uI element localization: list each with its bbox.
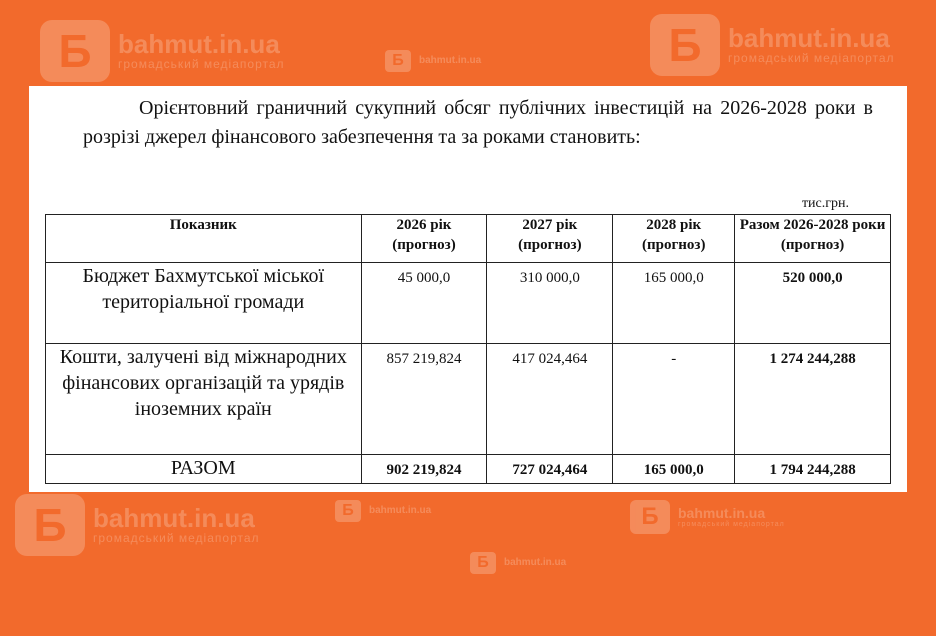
table-row-total xyxy=(46,455,891,484)
logo-icon: Б xyxy=(40,20,110,82)
cell-2026: 857 219,824 xyxy=(361,344,487,455)
cell-indicator: Бюджет Бахмутської міської територіальної громади xyxy=(46,263,362,344)
logo-icon: Б xyxy=(15,494,85,556)
watermark-brand: bahmut.in.ua xyxy=(419,54,482,66)
logo-icon: Б xyxy=(470,552,496,574)
table-header-row xyxy=(46,215,891,263)
cell-total: 1 794 244,288 xyxy=(735,455,891,484)
cell-2026: 45 000,0 xyxy=(361,263,487,344)
watermark xyxy=(470,552,566,574)
watermark xyxy=(630,500,785,534)
header-2027: 2027 рік (прогноз) xyxy=(487,215,613,263)
watermark xyxy=(40,20,285,82)
watermark xyxy=(335,500,431,522)
watermark-brand: bahmut.in.ua xyxy=(678,504,766,521)
table-row xyxy=(46,263,891,344)
watermark-brand: bahmut.in.ua xyxy=(118,29,280,60)
watermark-brand: bahmut.in.ua xyxy=(728,23,890,54)
logo-icon: Б xyxy=(385,50,411,72)
cell-indicator: Кошти, залучені від міжнародних фінансових організацій та урядів іноземних країн xyxy=(46,344,362,455)
cell-2026: 902 219,824 xyxy=(361,455,487,484)
watermark xyxy=(385,50,481,72)
watermark xyxy=(15,494,260,556)
intro-paragraph: Орієнтовний граничний сукупний обсяг публічних інвестицій на 2026-2028 роки в розрізі джерел фінансового забезпечення та за роками становить: xyxy=(83,97,873,148)
cell-indicator: РАЗОМ xyxy=(46,455,362,484)
cell-2028: 165 000,0 xyxy=(613,455,735,484)
header-total: Разом 2026-2028 роки (прогноз) xyxy=(735,215,891,263)
cell-2027: 310 000,0 xyxy=(487,263,613,344)
watermark-tagline: громадський медіапортал xyxy=(118,57,285,72)
header-2028: 2028 рік (прогноз) xyxy=(613,215,735,263)
header-indicator: Показник xyxy=(46,215,362,263)
cell-total: 1 274 244,288 xyxy=(735,344,891,455)
document-page xyxy=(29,86,907,492)
watermark-brand: bahmut.in.ua xyxy=(93,503,255,534)
watermark-tagline: громадський медіапортал xyxy=(678,520,785,528)
table-row xyxy=(46,344,891,455)
logo-icon: Б xyxy=(630,500,670,534)
cell-2027: 727 024,464 xyxy=(487,455,613,484)
logo-icon: Б xyxy=(335,500,361,522)
watermark xyxy=(650,14,895,76)
watermark-brand: bahmut.in.ua xyxy=(504,556,567,568)
cell-2028: - xyxy=(613,344,735,455)
cell-total: 520 000,0 xyxy=(735,263,891,344)
watermark-tagline: громадський медіапортал xyxy=(93,531,260,546)
watermark-tagline: громадський медіапортал xyxy=(728,51,895,66)
logo-icon: Б xyxy=(650,14,720,76)
unit-label: тис.грн. xyxy=(801,196,849,211)
watermark-brand: bahmut.in.ua xyxy=(369,504,432,516)
cell-2027: 417 024,464 xyxy=(487,344,613,455)
header-2026: 2026 рік (прогноз) xyxy=(361,215,487,263)
investment-table xyxy=(45,214,891,484)
cell-2028: 165 000,0 xyxy=(613,263,735,344)
